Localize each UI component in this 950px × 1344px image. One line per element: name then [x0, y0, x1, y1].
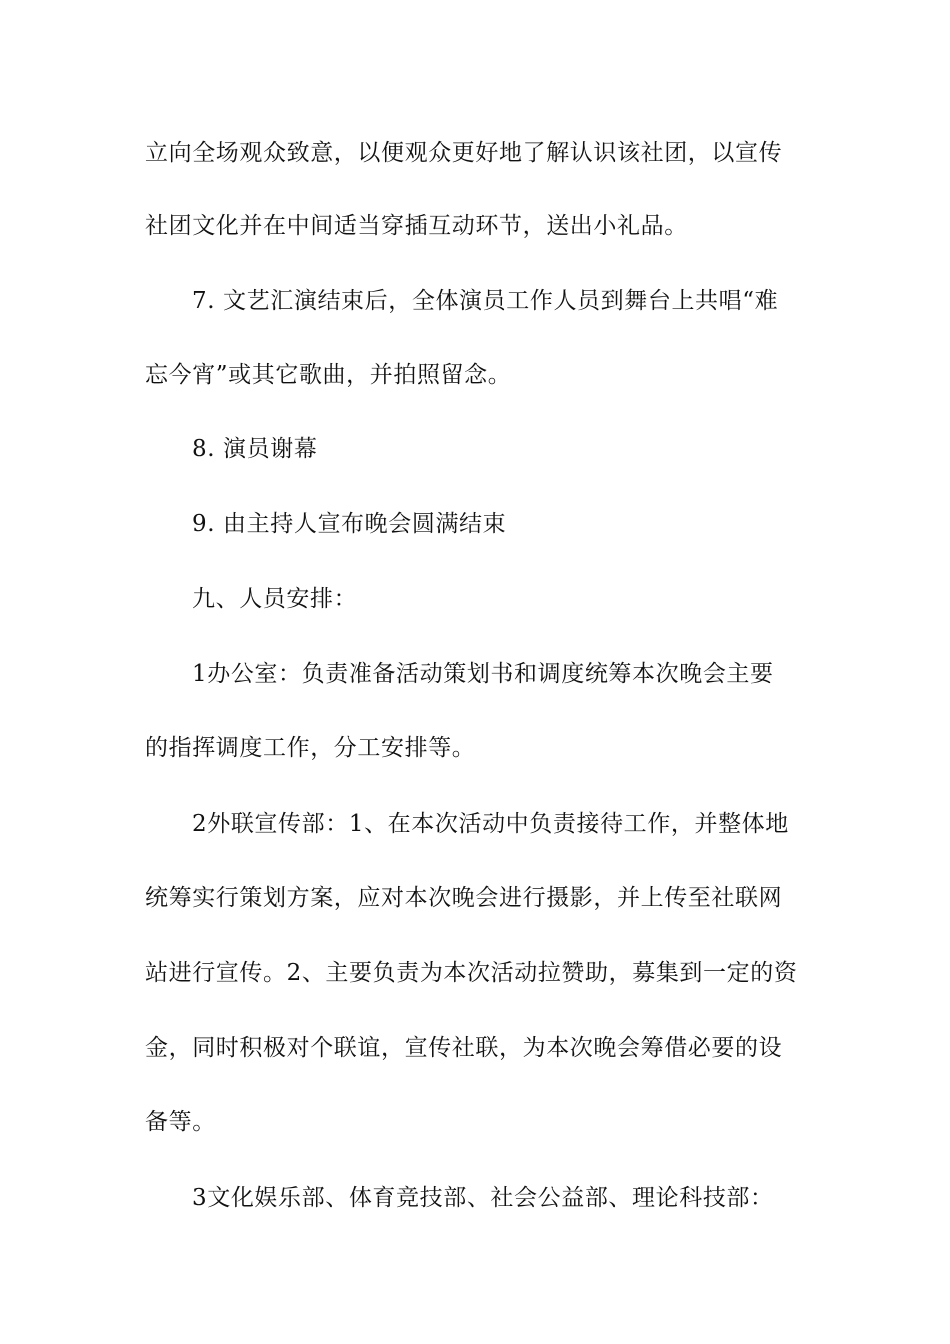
- paragraph-line: 2外联宣传部：1、在本次活动中负责接待工作，并整体地: [192, 811, 789, 837]
- paragraph-line: 站进行宣传。2、主要负责为本次活动拉赞助，募集到一定的资: [145, 960, 798, 986]
- paragraph-line: 3文化娱乐部、体育竞技部、社会公益部、理论科技部：: [192, 1185, 774, 1211]
- paragraph-line: 忘今宵”或其它歌曲，并拍照留念。: [145, 362, 512, 388]
- paragraph-line: 备等。: [145, 1109, 216, 1135]
- section-heading: 九、人员安排：: [192, 586, 358, 612]
- paragraph-line: 立向全场观众致意，以便观众更好地了解认识该社团，以宣传: [145, 140, 783, 166]
- list-item-7: 7. 文艺汇演结束后，全体演员工作人员到舞台上共唱“难: [192, 288, 779, 314]
- paragraph-line: 1办公室：负责准备活动策划书和调度统筹本次晚会主要: [192, 661, 774, 687]
- list-item-8: 8. 演员谢幕: [192, 436, 318, 462]
- paragraph-line: 统筹实行策划方案，应对本次晚会进行摄影，并上传至社联网: [145, 885, 783, 911]
- list-item-9: 9. 由主持人宣布晚会圆满结束: [192, 511, 507, 537]
- paragraph-line: 金，同时积极对个联谊，宣传社联，为本次晚会筹借必要的设: [145, 1035, 783, 1061]
- paragraph-line: 的指挥调度工作，分工安排等。: [145, 735, 476, 761]
- paragraph-line: 社团文化并在中间适当穿插互动环节，送出小礼品。: [145, 213, 688, 239]
